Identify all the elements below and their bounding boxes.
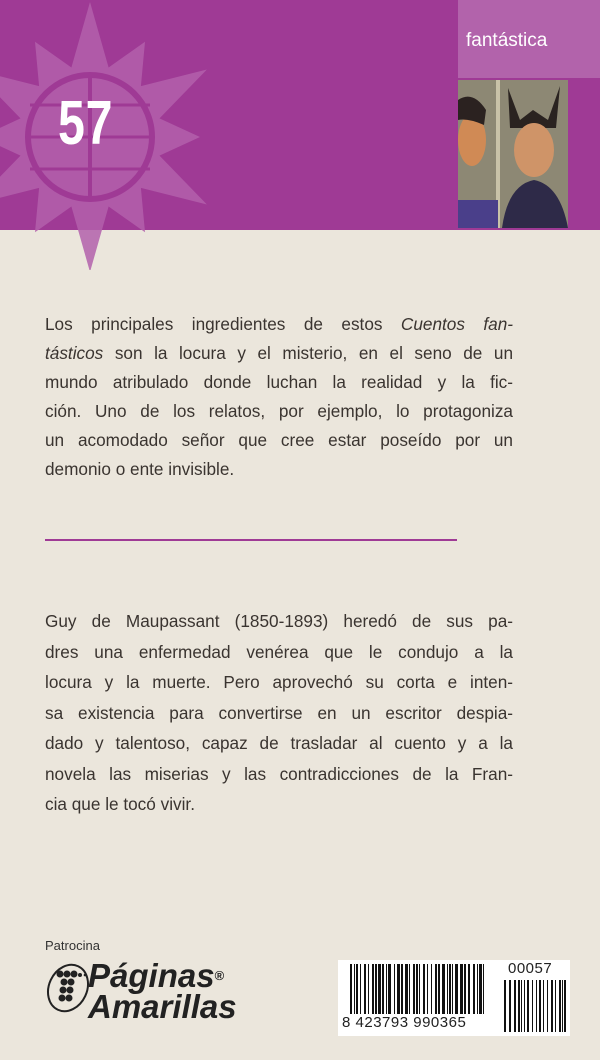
text-segment: Guy de Maupassant (1850-1893) heredó de sus pa- xyxy=(45,611,513,631)
barcode-bar xyxy=(442,964,445,1014)
barcode-bar xyxy=(473,964,475,1014)
barcode-bar xyxy=(464,964,466,1014)
addon-bar xyxy=(518,980,520,1032)
barcode-bar xyxy=(372,964,374,1014)
barcode-bar xyxy=(447,964,448,1014)
addon-bar xyxy=(547,980,548,1032)
barcode-bar xyxy=(401,964,403,1014)
addon-bar xyxy=(521,980,522,1032)
addon-bar xyxy=(514,980,516,1032)
compass-star-emblem xyxy=(0,0,240,270)
text-line xyxy=(45,397,513,426)
barcode-bar xyxy=(449,964,451,1014)
text-line xyxy=(45,637,513,668)
barcode-bar xyxy=(435,964,437,1014)
barcode-bar xyxy=(354,964,355,1014)
text-line xyxy=(45,455,513,484)
barcode-bar xyxy=(419,964,420,1014)
text-line xyxy=(45,368,513,397)
text-segment: novela las miserias y las contradicciones de la Fran- xyxy=(45,763,513,784)
text-segment: dres una enfermedad venérea que le condujo a la xyxy=(45,641,513,662)
series-label: fantástica xyxy=(466,30,548,51)
text-line xyxy=(45,426,513,455)
barcode-bar xyxy=(409,964,410,1014)
barcode xyxy=(338,960,570,1036)
text-line xyxy=(45,759,513,790)
text-line xyxy=(45,789,513,820)
barcode-bar xyxy=(350,964,352,1014)
text-segment: mundo atribulado donde luchan la realidad y la fic- xyxy=(45,372,513,392)
barcode-bar xyxy=(375,964,377,1014)
barcode-bar xyxy=(483,964,484,1014)
barcode-bar xyxy=(438,964,440,1014)
divider-line xyxy=(45,539,457,541)
barcode-bar xyxy=(452,964,453,1014)
barcode-bar xyxy=(413,964,415,1014)
addon-number: 00057 xyxy=(508,960,553,977)
addon-bar xyxy=(539,980,541,1032)
series-label-box xyxy=(458,0,600,78)
barcode-bar xyxy=(427,964,428,1014)
barcode-bar xyxy=(397,964,400,1014)
ean-number: 8 423793 990365 xyxy=(342,1014,467,1031)
text-segment: son la locura y el misterio, en el seno de un xyxy=(103,343,513,363)
text-segment: sa existencia para convertirse en un escritor despia- xyxy=(45,702,513,723)
text-segment: cia que le tocó vivir. xyxy=(45,794,195,814)
barcode-bar xyxy=(405,964,408,1014)
barcode-bar xyxy=(477,964,478,1014)
addon-bar xyxy=(532,980,533,1032)
text-line xyxy=(45,339,513,368)
paginas-amarillas-logo-icon xyxy=(46,962,92,1014)
addon-bar xyxy=(559,980,561,1032)
addon-bar xyxy=(551,980,553,1032)
addon-bar xyxy=(524,980,525,1032)
barcode-bar xyxy=(364,964,366,1014)
barcode-bar xyxy=(368,964,369,1014)
addon-bar xyxy=(504,980,506,1032)
barcode-bar xyxy=(468,964,470,1014)
barcode-bar xyxy=(460,964,463,1014)
barcode-bar xyxy=(388,964,391,1014)
sponsor-label: Patrocina xyxy=(45,938,100,953)
barcode-bar xyxy=(360,964,361,1014)
barcode-bar xyxy=(416,964,418,1014)
addon-bar xyxy=(536,980,537,1032)
addon-bar xyxy=(509,980,511,1032)
volume-number: 57 xyxy=(58,89,114,158)
italic-title-text: tásticos xyxy=(45,343,104,363)
text-line xyxy=(45,310,513,339)
text-segment: ción. Uno de los relatos, por ejemplo, lo protagoniza xyxy=(45,401,513,421)
cover-artwork xyxy=(458,80,568,228)
addon-bar xyxy=(527,980,529,1032)
barcode-bar xyxy=(455,964,458,1014)
brand-line1: Páginas xyxy=(88,957,215,994)
barcode-bar xyxy=(356,964,358,1014)
barcode-bar xyxy=(479,964,482,1014)
text-line xyxy=(45,698,513,729)
text-line xyxy=(45,728,513,759)
addon-bar xyxy=(555,980,556,1032)
registered-mark: ® xyxy=(214,968,225,983)
italic-title-text: Cuentos fan- xyxy=(400,314,513,334)
text-segment: dado y talentoso, capaz de trasladar al cuento y a la xyxy=(45,733,513,753)
text-segment: demonio o ente invisible. xyxy=(45,459,235,479)
author-bio-paragraph xyxy=(45,606,513,820)
text-segment: locura y la muerte. Pero aprovechó su corta e inten- xyxy=(45,672,513,692)
text-line xyxy=(45,667,513,698)
addon-bar xyxy=(562,980,563,1032)
barcode-bar xyxy=(423,964,425,1014)
barcode-bar xyxy=(378,964,381,1014)
barcode-bar xyxy=(431,964,432,1014)
text-line xyxy=(45,606,513,637)
barcode-bar xyxy=(394,964,395,1014)
sponsor-brand xyxy=(88,957,237,1025)
text-segment: Los principales ingredientes de estos xyxy=(45,314,401,334)
synopsis-paragraph xyxy=(45,310,513,484)
barcode-bar xyxy=(382,964,384,1014)
brand-line2: Amarillas xyxy=(88,988,237,1025)
text-segment: un acomodado señor que cree estar poseído por un xyxy=(45,430,513,450)
barcode-bar xyxy=(386,964,387,1014)
addon-bar xyxy=(543,980,544,1032)
addon-bar xyxy=(564,980,566,1032)
